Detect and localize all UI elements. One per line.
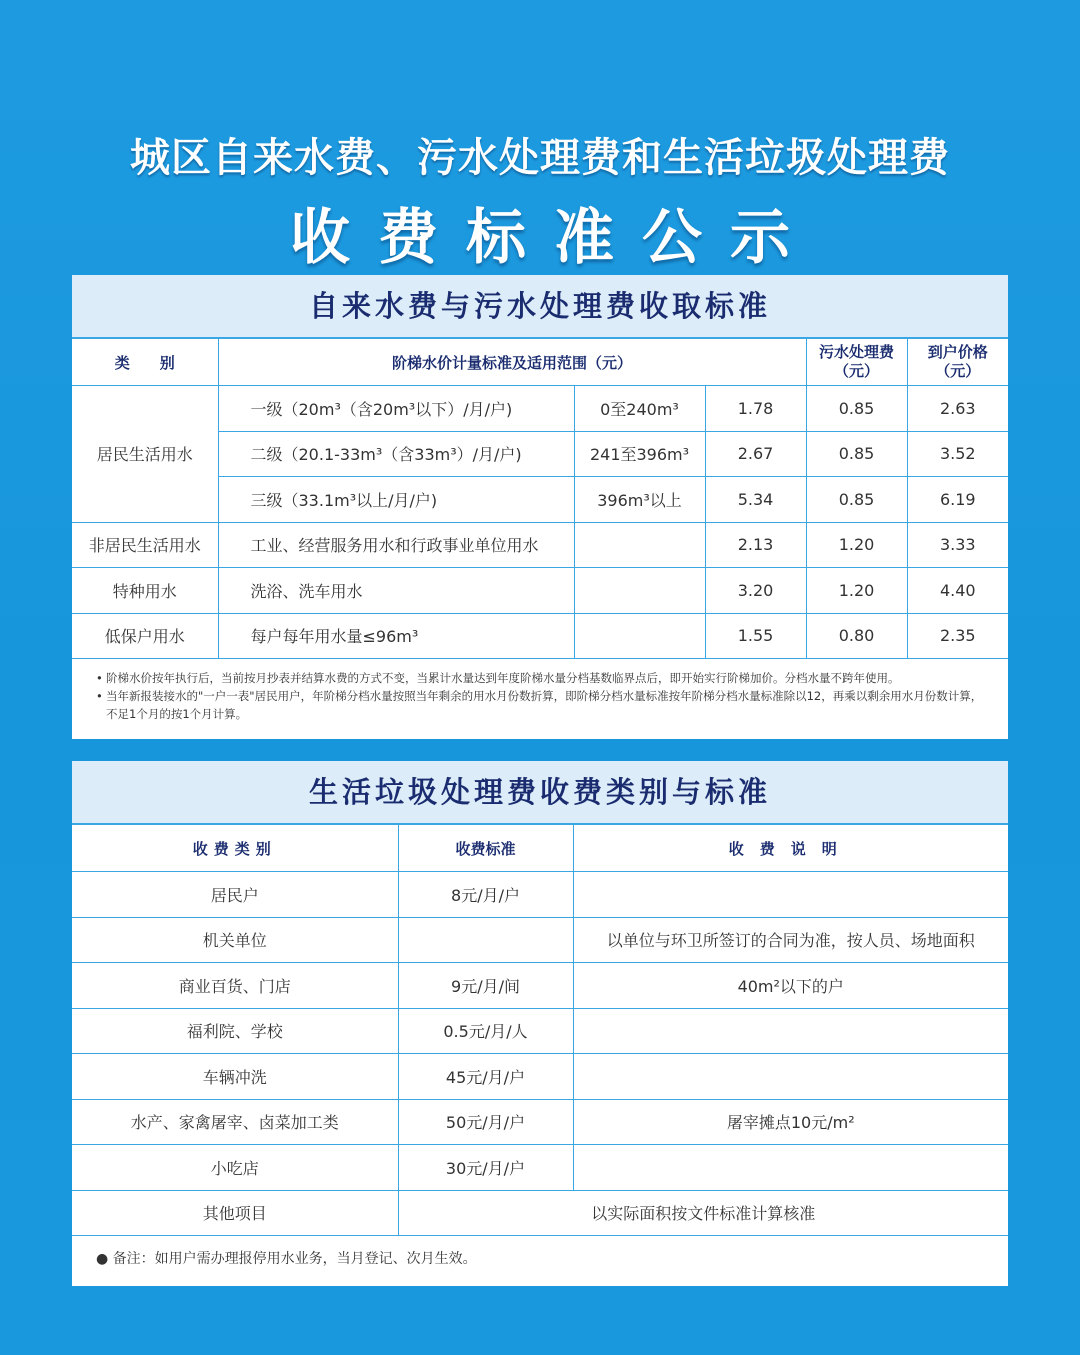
tier-range: 241至396m³ xyxy=(574,431,705,477)
tier-total: 6.19 xyxy=(907,477,1008,523)
tier-total: 3.52 xyxy=(907,431,1008,477)
table-row xyxy=(72,1054,1008,1100)
row-category: 非居民生活用水 xyxy=(72,522,218,568)
tier-price: 5.34 xyxy=(705,477,806,523)
row-standard: 30元/月/户 xyxy=(398,1145,573,1191)
row-category: 居民户 xyxy=(72,872,398,918)
row-desc xyxy=(573,1054,1008,1100)
residential-label: 居民生活用水 xyxy=(72,386,218,523)
row-category: 其他项目 xyxy=(72,1190,398,1236)
row-category: 水产、家禽屠宰、卤菜加工类 xyxy=(72,1099,398,1145)
row-standard: 50元/月/户 xyxy=(398,1099,573,1145)
row-desc: 以单位与环卫所签订的合同为准，按人员、场地面积 xyxy=(573,917,1008,963)
table-row xyxy=(72,568,1008,614)
row-standard: 9元/月/间 xyxy=(398,963,573,1009)
row-category: 小吃店 xyxy=(72,1145,398,1191)
water-notes xyxy=(72,659,1008,723)
header-category: 收费类别 xyxy=(72,825,398,872)
row-standard: 8元/月/户 xyxy=(398,872,573,918)
row-category: 福利院、学校 xyxy=(72,1008,398,1054)
table-row xyxy=(72,1099,1008,1145)
note-item: • 当年新报装接水的"一户一表"居民用户，年阶梯分档水量按照当年剩余的用水月份数折算，即阶梯分档水量标准按年阶梯分档水量标准除以12，再乘以剩余用水月份数计算，不足1个月的按1个月计算。 xyxy=(96,687,990,723)
row-category: 特种用水 xyxy=(72,568,218,614)
table-row xyxy=(72,386,1008,432)
table-row xyxy=(72,872,1008,918)
row-total: 4.40 xyxy=(907,568,1008,614)
row-desc xyxy=(573,1145,1008,1191)
water-fee-table xyxy=(72,339,1008,659)
note-item: • 阶梯水价按年执行后，当前按月抄表并结算水费的方式不变，当累计水量达到年度阶梯水量分档基数临界点后，即开始实行阶梯加价。分档水量不跨年使用。 xyxy=(96,669,990,687)
garbage-fee-panel xyxy=(72,761,1008,1286)
header-total: 到户价格 （元） xyxy=(907,339,1008,386)
page-subtitle: 收费标准公示 xyxy=(290,203,818,273)
table-row xyxy=(72,963,1008,1009)
row-price: 2.13 xyxy=(705,522,806,568)
row-desc: 洗浴、洗车用水 xyxy=(218,568,574,614)
tier-range: 0至240m³ xyxy=(574,386,705,432)
row-range xyxy=(574,522,705,568)
row-price: 3.20 xyxy=(705,568,806,614)
row-desc: 以实际面积按文件标准计算核准 xyxy=(398,1190,1008,1236)
row-desc: 工业、经营服务用水和行政事业单位用水 xyxy=(218,522,574,568)
row-total: 2.35 xyxy=(907,613,1008,659)
row-desc: 每户每年用水量≤96m³ xyxy=(218,613,574,659)
row-category: 低保户用水 xyxy=(72,613,218,659)
tier-price: 2.67 xyxy=(705,431,806,477)
row-desc: 屠宰摊点10元/m² xyxy=(573,1099,1008,1145)
row-range xyxy=(574,613,705,659)
row-standard xyxy=(398,917,573,963)
header-standard: 收费标准 xyxy=(398,825,573,872)
tier-desc: 二级（20.1-33m³（含33m³）/月/户) xyxy=(218,431,574,477)
row-sewage: 1.20 xyxy=(806,522,907,568)
row-standard: 0.5元/月/人 xyxy=(398,1008,573,1054)
table-row xyxy=(72,522,1008,568)
header-tier: 阶梯水价计量标准及适用范围（元） xyxy=(218,339,806,386)
row-category: 商业百货、门店 xyxy=(72,963,398,1009)
row-sewage: 0.80 xyxy=(806,613,907,659)
garbage-fee-table xyxy=(72,825,1008,1236)
garbage-note: ● 备注：如用户需办理报停用水业务，当月登记、次月生效。 xyxy=(96,1251,477,1267)
tier-total: 2.63 xyxy=(907,386,1008,432)
table-row xyxy=(72,613,1008,659)
row-price: 1.55 xyxy=(705,613,806,659)
row-desc xyxy=(573,1008,1008,1054)
tier-price: 1.78 xyxy=(705,386,806,432)
header-sewage: 污水处理费 （元） xyxy=(806,339,907,386)
tier-sewage: 0.85 xyxy=(806,386,907,432)
water-fee-panel xyxy=(72,275,1008,739)
tier-desc: 一级（20m³（含20m³以下）/月/户) xyxy=(218,386,574,432)
table-row xyxy=(72,1145,1008,1191)
tier-range: 396m³以上 xyxy=(574,477,705,523)
tier-sewage: 0.85 xyxy=(806,477,907,523)
tier-sewage: 0.85 xyxy=(806,431,907,477)
row-category: 车辆冲洗 xyxy=(72,1054,398,1100)
row-category: 机关单位 xyxy=(72,917,398,963)
table-row xyxy=(72,917,1008,963)
row-total: 3.33 xyxy=(907,522,1008,568)
table-row xyxy=(72,1190,1008,1236)
row-sewage: 1.20 xyxy=(806,568,907,614)
tier-desc: 三级（33.1m³以上/月/户) xyxy=(218,477,574,523)
row-desc xyxy=(573,872,1008,918)
row-desc: 40m²以下的户 xyxy=(573,963,1008,1009)
row-range xyxy=(574,568,705,614)
page-title: 城区自来水费、污水处理费和生活垃圾处理费 xyxy=(130,134,950,181)
header-desc: 收费说明 xyxy=(573,825,1008,872)
water-fee-heading: 自来水费与污水处理费收取标准 xyxy=(72,275,1008,339)
row-standard: 45元/月/户 xyxy=(398,1054,573,1100)
table-row xyxy=(72,1008,1008,1054)
header-category: 类 别 xyxy=(72,339,218,386)
garbage-fee-heading: 生活垃圾处理费收费类别与标准 xyxy=(72,761,1008,825)
